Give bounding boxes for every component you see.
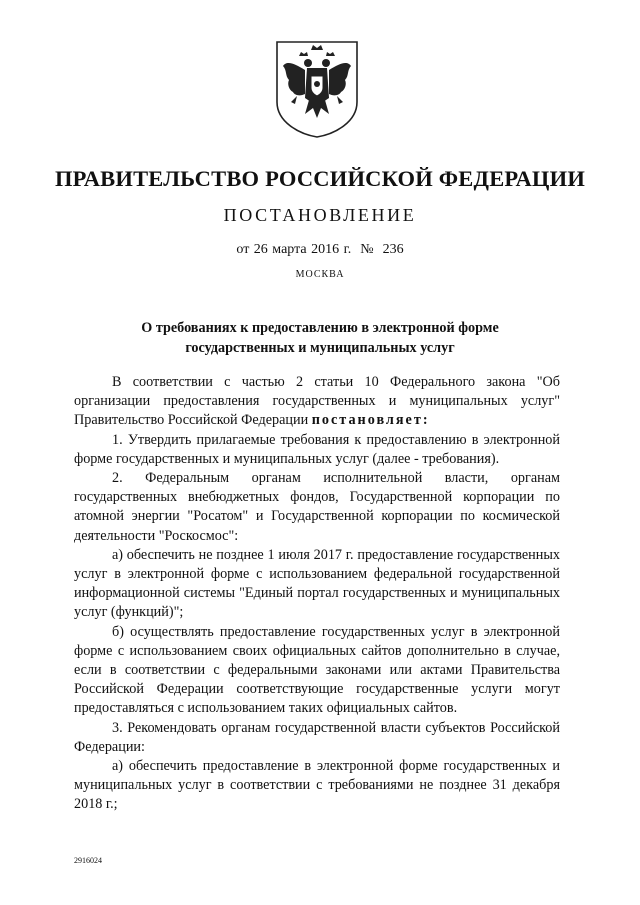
russian-coat-of-arms-icon (275, 40, 359, 138)
document-number-footer: 2916024 (74, 856, 102, 865)
paragraph-3: 3. Рекомендовать органам государственной власти субъектов Российской Федерации: (74, 719, 560, 755)
subject-line-1: О требованиях к предоставлению в электронной форме (141, 320, 499, 336)
document-subject (90, 318, 550, 358)
document-date-number: от 26 марта 2016 г. № 236 (236, 242, 404, 257)
document-body (74, 373, 560, 815)
paragraph-3a: а) обеспечить предоставление в электронной форме государственных и муниципальных услуг в соответствии с требованиями не позднее 31 декабря 2018 г.; (74, 758, 560, 813)
decree-word: постановляет: (311, 412, 430, 429)
coat-of-arms-emblem (275, 40, 359, 138)
subject-line-2: государственных и муниципальных услуг (185, 340, 455, 356)
preamble-paragraph (74, 373, 560, 431)
document-city: МОСКВА (295, 269, 345, 280)
paragraph-2: 2. Федеральным органам исполнительной власти, органам государственных внебюджетных фондов, Государственной корпорации по атомной энергии "Росатом" и Государственной корпорации по космической деятельности "Роскосмос": (74, 470, 560, 544)
preamble-text: В соответствии с частью 2 статьи 10 Федерального закона "Об организации предоставления государственных и муниципальных услуг" Правительство Российской Федерации (74, 374, 560, 429)
paragraph-2b: б) осуществлять предоставление государственных услуг в электронной форме с использованием своих официальных сайтов дополнительно в случае, если в соответствии с федеральными законами или актами Правительства Российской Федерации соответствующие государственные услуги могут предоставляться с использованием таких официальных сайтов. (74, 623, 560, 717)
paragraph-1: 1. Утвердить прилагаемые требования к предоставлению в электронной форме государственных и муниципальных услуг (далее - требования). (74, 431, 560, 467)
government-title: ПРАВИТЕЛЬСТВО РОССИЙСКОЙ ФЕДЕРАЦИИ (54, 166, 586, 191)
document-type: ПОСТАНОВЛЕНИЕ (223, 205, 417, 225)
paragraph-2a: а) обеспечить не позднее 1 июля 2017 г. предоставление государственных услуг в электронной форме с использованием федеральной государственной информационной системы "Единый портал государственных и муниципальных услуг (функций)"; (74, 546, 560, 621)
